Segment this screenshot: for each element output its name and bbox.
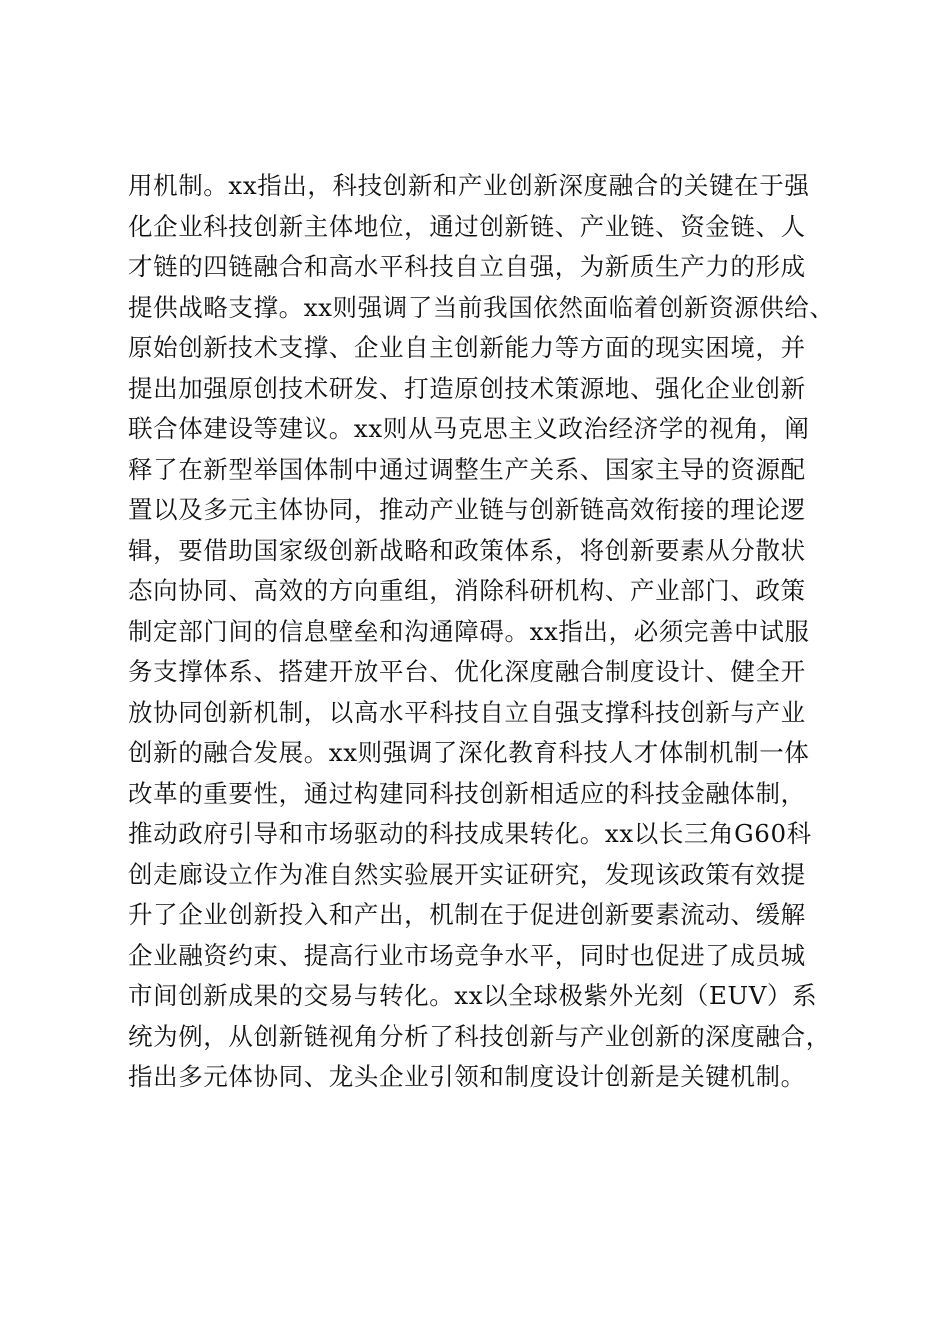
text-line: 创走廊设立作为准自然实验展开实证研究，发现该政策有效提 bbox=[128, 859, 806, 889]
text-line: 联合体建设等建议。xx则从马克思主义政治经济学的视角，阐 bbox=[128, 414, 810, 443]
text-line: 改革的重要性，通过构建同科技创新相适应的科技金融体制， bbox=[128, 778, 806, 808]
text-line: 升了企业创新投入和产出，机制在于促进创新要素流动、缓解 bbox=[128, 900, 806, 929]
text-line: 辑，要借助国家级创新战略和政策体系，将创新要素从分散状 bbox=[128, 535, 806, 565]
text-line: 指出多元体协同、龙头企业引领和制度设计创新是关键机制。 bbox=[128, 1062, 806, 1091]
text-line: 务支撑体系、搭建开放平台、优化深度融合制度设计、健全开 bbox=[128, 657, 806, 686]
text-line: 用机制。xx指出，科技创新和产业创新深度融合的关键在于强 bbox=[128, 171, 810, 200]
text-line: 制定部门间的信息壁垒和沟通障碍。xx指出，必须完善中试服 bbox=[128, 616, 810, 646]
text-line: 原始创新技术支撑、企业自主创新能力等方面的现实困境，并 bbox=[128, 333, 806, 362]
text-line: 才链的四链融合和高水平科技自立自强，为新质生产力的形成 bbox=[128, 252, 806, 281]
text-line: 市间创新成果的交易与转化。xx以全球极紫外光刻（EUV）系 bbox=[128, 981, 818, 1010]
text-line: 企业融资约束、提高行业市场竞争水平，同时也促进了成员城 bbox=[128, 940, 806, 970]
text-line: 创新的融合发展。xx则强调了深化教育科技人才体制机制一体 bbox=[128, 738, 810, 767]
body-paragraph bbox=[128, 166, 848, 1098]
text-line: 释了在新型举国体制中通过调整生产关系、国家主导的资源配 bbox=[128, 454, 806, 484]
text-line: 态向协同、高效的方向重组，消除科研机构、产业部门、政策 bbox=[128, 576, 806, 605]
text-line: 提供战略支撑。xx则强调了当前我国依然面临着创新资源供给、 bbox=[128, 292, 835, 322]
text-line: 化企业科技创新主体地位，通过创新链、产业链、资金链、人 bbox=[128, 211, 806, 241]
text-line: 放协同创新机制，以高水平科技自立自强支撑科技创新与产业 bbox=[128, 697, 806, 727]
text-line: 提出加强原创技术研发、打造原创技术策源地、强化企业创新 bbox=[128, 373, 806, 403]
text-line: 统为例，从创新链视角分析了科技创新与产业创新的深度融合， bbox=[128, 1021, 831, 1051]
text-line: 推动政府引导和市场驱动的科技成果转化。xx以长三角G60科 bbox=[128, 819, 812, 848]
text-line: 置以及多元主体协同，推动产业链与创新链高效衔接的理论逻 bbox=[128, 495, 806, 524]
